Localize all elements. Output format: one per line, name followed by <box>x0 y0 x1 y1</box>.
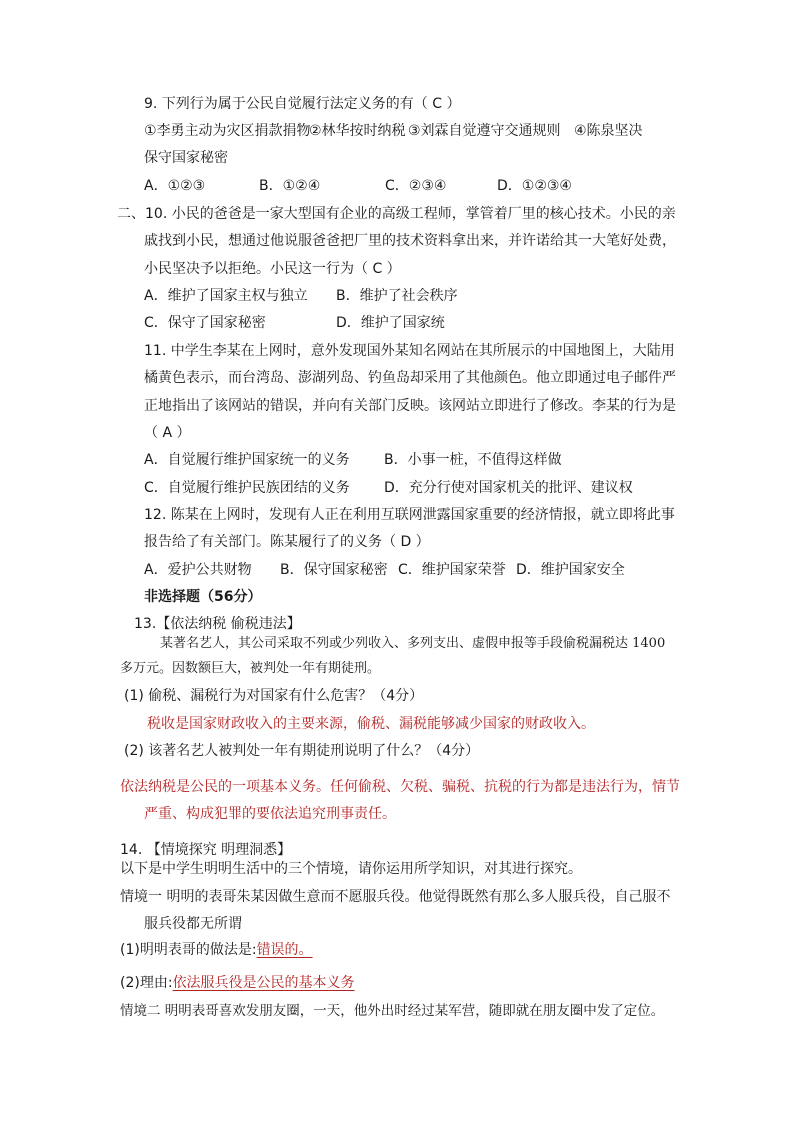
q13-material-line2: 多万元。因数额巨大，被判处一年有期徒刑。 <box>120 661 381 676</box>
q9-option-b: B．①②④ <box>259 178 321 194</box>
q14-heading: 14. 【情境探究 明理洞悉】 <box>120 842 292 858</box>
section-two-prefix: 二、 <box>117 206 145 222</box>
q14-scenario2: 情境二 明明表哥喜欢发朋友圈，一天，他外出时经过某军营，随即就在朋友圈中发了定位。 <box>120 1003 665 1019</box>
q10-line1: 二、10. 小民的爸爸是一家大型国有企业的高级工程师，掌管着厂里的核心技术。小民的亲 <box>117 206 676 222</box>
q13-answer2-line2: 严重、构成犯罪的要依法追究刑事责任。 <box>144 806 396 822</box>
q14-part2-answer: 依法服兵役是公民的基本义务 <box>172 975 355 991</box>
q11-line4: （ A ） <box>144 425 191 441</box>
q9-option-c: C．②③④ <box>385 178 447 194</box>
q10-option-a: A．维护了国家主权与独立 <box>144 288 308 304</box>
q9-options <box>144 176 572 196</box>
q11-line3: 正地指出了该网站的错误，并向有关部门反映。该网站立即进行了修改。李某的行为是 <box>144 398 676 414</box>
q13-sub2: (2) 该著名艺人被判处一年有期徒刑说明了什么？（4分） <box>124 743 480 759</box>
q9-option-d: D．①②③④ <box>497 178 572 194</box>
q11-options-ab <box>144 450 562 470</box>
q14-part1-label: (1)明明表哥的做法是: <box>120 942 257 958</box>
q10-options-cd <box>144 313 445 333</box>
q11-line1: 11. 中学生李某在上网时，意外发现国外某知名网站在其所展示的中国地图上，大陆用 <box>144 343 675 359</box>
q12-option-b: B．保守国家秘密 <box>280 562 388 578</box>
q13-answer2-line1: 依法纳税是公民的一项基本义务。任何偷税、欠税、骗税、抗税的行为都是违法行为，情节 <box>120 779 680 795</box>
q12-options <box>144 560 625 580</box>
q12-option-d: D．维护国家安全 <box>516 562 625 578</box>
q10-line3: 小民坚决予以拒绝。小民这一行为（ C ） <box>144 261 401 277</box>
q14-scenario1-line2: 服兵役都无所谓 <box>144 916 242 932</box>
q9-option-a: A．①②③ <box>144 178 206 194</box>
q10-option-c: C．保守了国家秘密 <box>144 315 266 331</box>
q13-material-line1: 某著名艺人，其公司采取不列或少列收入、多列支出、虚假申报等手段偷税漏税达 1400 <box>160 636 666 651</box>
q9-item-4: ④陈泉坚决 <box>574 123 643 139</box>
q13-answer1: 税收是国家财政收入的主要来源，偷税、漏税能够减少国家的财政收入。 <box>147 716 595 732</box>
q9-stem: 9. 下列行为属于公民自觉履行法定义务的有（ C ） <box>144 96 461 112</box>
q13-sub1: (1) 偷税、漏税行为对国家有什么危害？（4分） <box>124 688 424 704</box>
q9-items-cont: 保守国家秘密 <box>144 150 228 166</box>
q12-line1: 12. 陈某在上网时，发现有人正在利用互联网泄露国家重要的经济情报，就立即将此事 <box>144 507 675 523</box>
q10-line2: 戚找到小民，想通过他说服爸爸把厂里的技术资料拿出来，并许诺给其一大笔好处费， <box>144 233 676 249</box>
q10-option-b: B．维护了社会秩序 <box>336 288 458 304</box>
q10-options-ab <box>144 286 458 306</box>
q11-option-c: C．自觉履行维护民族团结的义务 <box>144 480 350 496</box>
q14-part2 <box>120 973 355 993</box>
q10-option-d: D．维护了国家统 <box>336 315 445 331</box>
q9-item-1: ①李勇主动为灾区捐款捐物 <box>144 123 311 139</box>
q11-options-cd <box>144 478 633 498</box>
nonchoice-heading: 非选择题（56分） <box>144 589 262 605</box>
q13-heading: 13.【依法纳税 偷税违法】 <box>134 616 301 632</box>
q12-option-a: A．爱护公共财物 <box>144 562 252 578</box>
q9-items <box>144 121 643 141</box>
q12-line2: 报告给了有关部门。陈某履行了的义务（ D ） <box>144 534 430 550</box>
q9-item-2: ②林华按时纳税 <box>309 123 406 139</box>
q14-part1 <box>120 940 313 960</box>
q11-option-a: A．自觉履行维护国家统一的义务 <box>144 452 350 468</box>
q9-item-3: ③刘霖自觉遵守交通规则 <box>408 123 561 139</box>
q11-line2: 橘黄色表示，而台湾岛、澎湖列岛、钓鱼岛却采用了其他颜色。他立即通过电子邮件严 <box>144 370 676 386</box>
q11-option-b: B．小事一桩，不值得这样做 <box>384 452 562 468</box>
q12-option-c: C．维护国家荣誉 <box>398 562 506 578</box>
q14-part1-answer: 错误的。 <box>256 942 313 958</box>
q11-option-d: D．充分行使对国家机关的批评、建议权 <box>384 480 633 496</box>
q14-part2-label: (2)理由: <box>120 975 173 991</box>
q14-scenario1-line1: 情境一 明明的表哥朱某因做生意而不愿服兵役。他觉得既然有那么多人服兵役，自己服不 <box>120 889 671 905</box>
q14-intro: 以下是中学生明明生活中的三个情境，请你运用所学知识，对其进行探究。 <box>120 861 582 877</box>
